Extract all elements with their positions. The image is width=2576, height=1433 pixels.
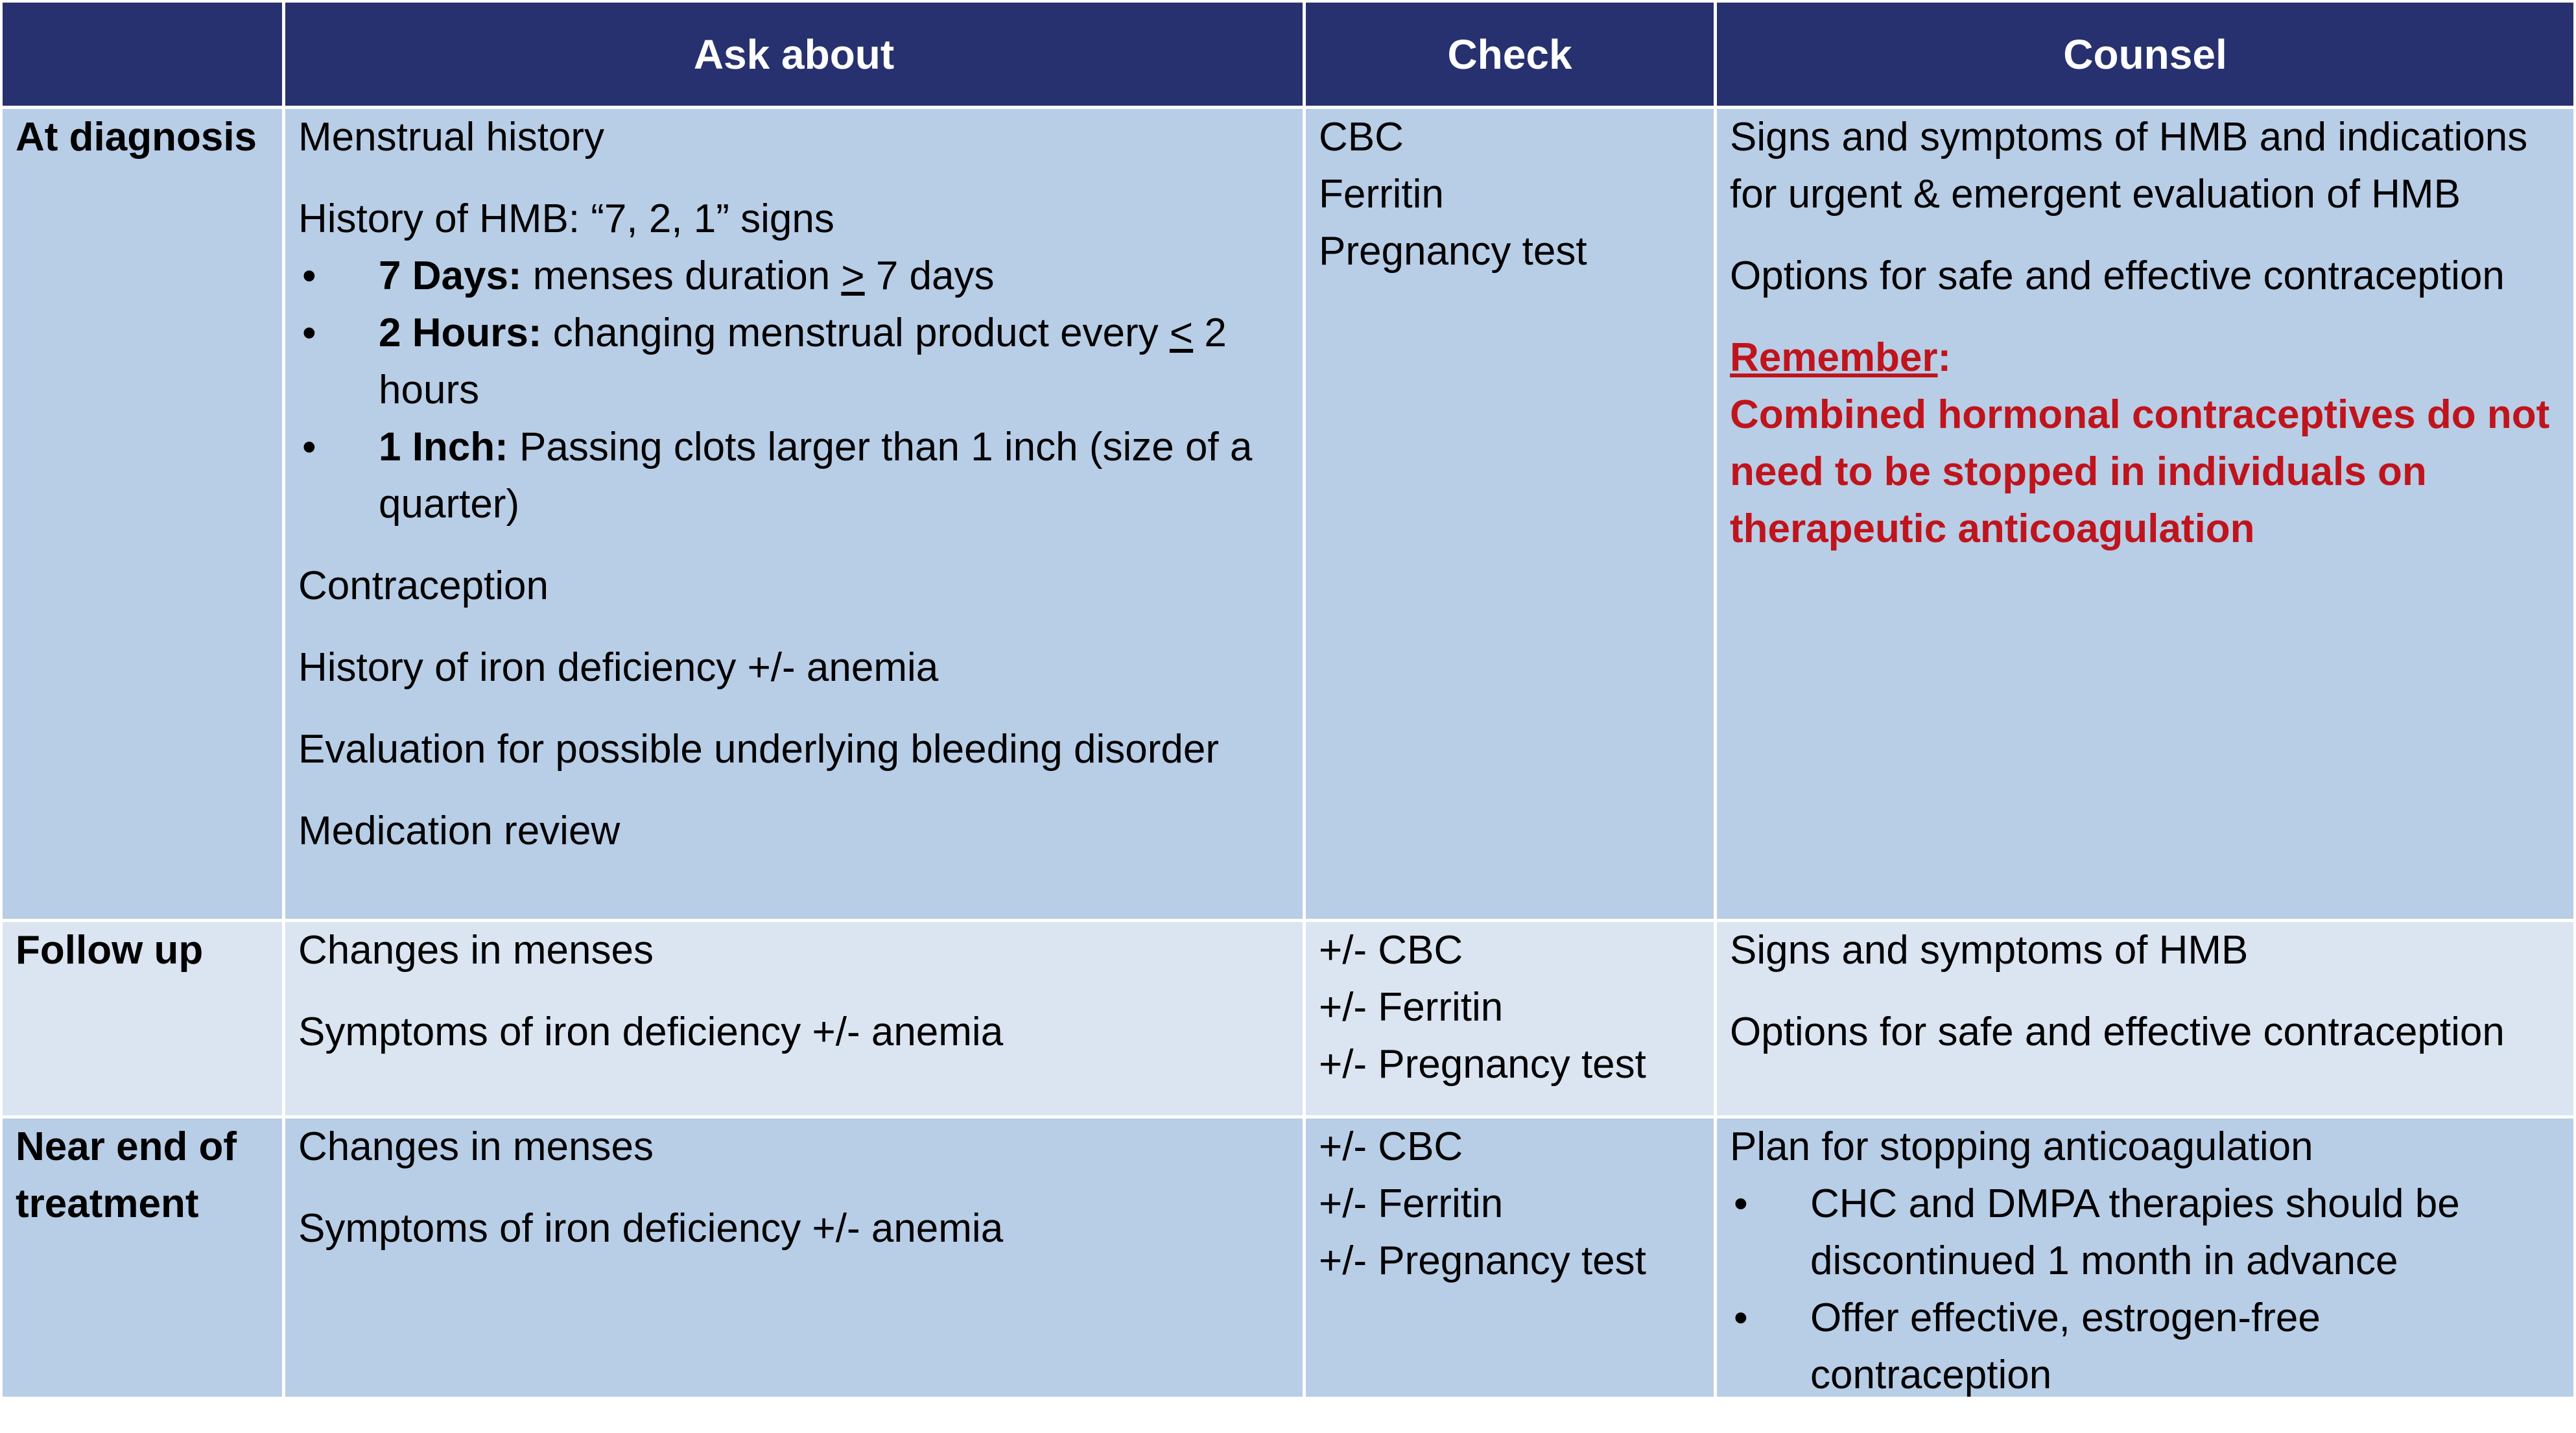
bullet-icon: • xyxy=(1734,1296,1748,1340)
ask-iron-deficiency: History of iron deficiency +/- anemia xyxy=(298,645,939,690)
hmb-bullet-7-days: • 7 Days: menses duration > 7 days xyxy=(298,248,1290,305)
row-label-follow-up: Follow up xyxy=(3,922,285,1119)
counsel-signs: Signs and symptoms of HMB and indications for urgent & emergent evaluation of HMB xyxy=(1730,115,2528,217)
check-item: +/- CBC xyxy=(1319,1124,1463,1169)
ask-item: Changes in menses xyxy=(298,1124,654,1169)
ask-menstrual-history: Menstrual history xyxy=(298,115,605,160)
check-item: +/- Ferritin xyxy=(1319,985,1504,1030)
check-item: +/- Ferritin xyxy=(1319,1181,1504,1226)
bullet-icon: • xyxy=(302,311,316,355)
counsel-bullet-estrogen-free: • Offer effective, estrogen-free contraception xyxy=(1730,1290,2560,1400)
header-counsel: Counsel xyxy=(1717,3,2573,109)
bullet-icon: • xyxy=(302,425,316,469)
check-item: CBC xyxy=(1319,115,1404,160)
remember-note: Combined hormonal contraceptives do not need to be stopped in individuals on therapeutic anticoagulation xyxy=(1730,392,2550,551)
ask-medication-review: Medication review xyxy=(298,809,620,853)
remember-heading: Remember: xyxy=(1730,335,1952,380)
check-item: Ferritin xyxy=(1319,172,1444,217)
hmb-bullet-2-hours: • 2 Hours: changing menstrual product every < 2 hours xyxy=(298,305,1290,419)
followup-counsel-cell xyxy=(1717,922,2573,1119)
followup-ask-cell xyxy=(285,922,1306,1119)
end-check-cell xyxy=(1306,1119,1717,1400)
end-counsel-cell xyxy=(1717,1119,2573,1400)
ask-contraception: Contraception xyxy=(298,563,549,608)
ask-hmb-history: History of HMB: “7, 2, 1” signs xyxy=(298,196,834,241)
bullet-icon: • xyxy=(1734,1181,1748,1226)
diagnosis-ask-cell xyxy=(285,109,1306,922)
hmb-bullet-1-inch: • 1 Inch: Passing clots larger than 1 inch (size of a quarter) xyxy=(298,419,1290,533)
header-ask-about: Ask about xyxy=(285,3,1306,109)
care-table xyxy=(3,3,2573,1400)
counsel-contraception-options: Options for safe and effective contraception xyxy=(1730,254,2505,298)
ask-bleeding-evaluation: Evaluation for possible underlying bleeding disorder xyxy=(298,727,1220,772)
counsel-item: Options for safe and effective contraception xyxy=(1730,1010,2505,1054)
diagnosis-counsel-cell xyxy=(1717,109,2573,922)
check-item: +/- Pregnancy test xyxy=(1319,1042,1646,1087)
header-check: Check xyxy=(1306,3,1717,109)
bullet-icon: • xyxy=(302,254,316,298)
counsel-plan: Plan for stopping anticoagulation xyxy=(1730,1124,2313,1169)
counsel-bullet-discontinue: • CHC and DMPA therapies should be discontinued 1 month in advance xyxy=(1730,1176,2560,1290)
ask-item: Symptoms of iron deficiency +/- anemia xyxy=(298,1010,1004,1054)
followup-check-cell xyxy=(1306,922,1717,1119)
diagnosis-check-cell xyxy=(1306,109,1717,922)
check-item: +/- CBC xyxy=(1319,928,1463,973)
check-item: +/- Pregnancy test xyxy=(1319,1238,1646,1283)
ask-item: Symptoms of iron deficiency +/- anemia xyxy=(298,1206,1004,1251)
ask-item: Changes in menses xyxy=(298,928,654,973)
header-blank xyxy=(3,3,285,109)
row-label-at-diagnosis: At diagnosis xyxy=(3,109,285,922)
row-label-near-end-of-treatment: Near end of treatment xyxy=(3,1119,285,1400)
check-item: Pregnancy test xyxy=(1319,229,1587,274)
end-ask-cell xyxy=(285,1119,1306,1400)
counsel-item: Signs and symptoms of HMB xyxy=(1730,928,2249,973)
